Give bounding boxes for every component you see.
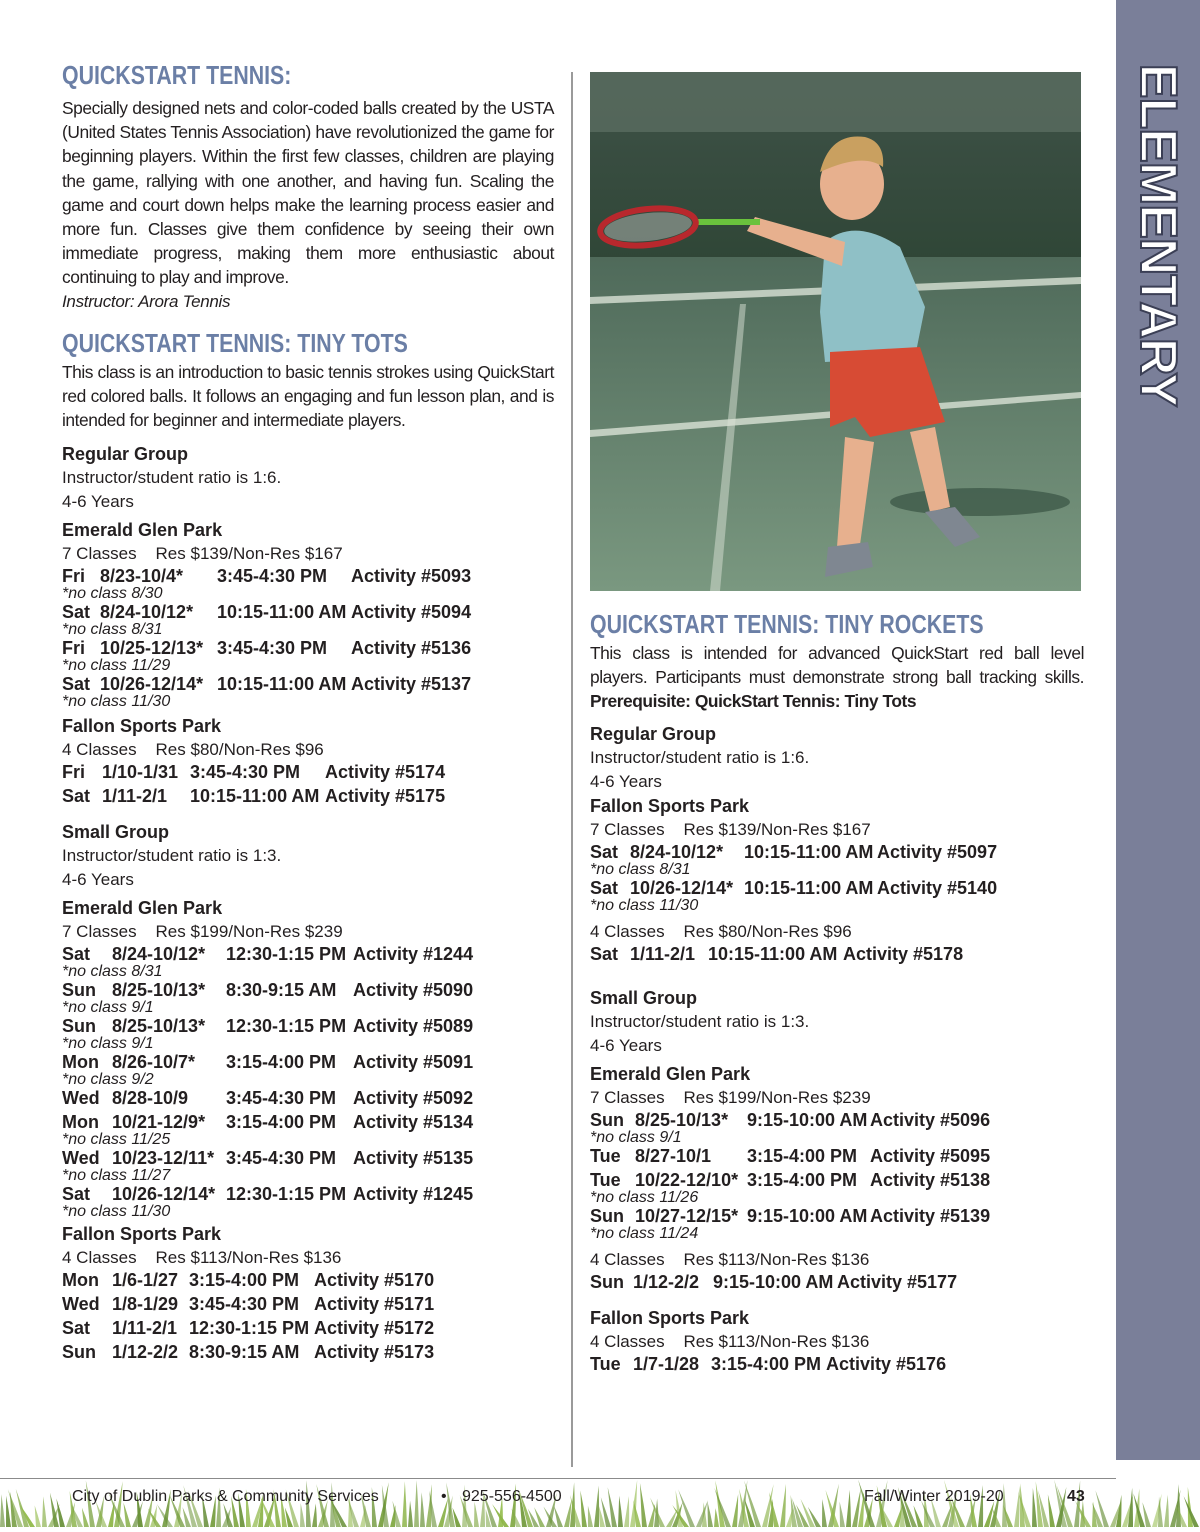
schedule-activity: Activity #5089 xyxy=(353,1016,474,1037)
schedule-time: 3:15-4:00 PM xyxy=(189,1270,300,1291)
schedule-row xyxy=(62,1148,554,1168)
group-heading-small: Small Group xyxy=(590,987,698,1008)
footer-bullet: • xyxy=(441,1488,447,1505)
schedule-time: 3:15-4:00 PM xyxy=(711,1353,822,1374)
fee-text: 4 Classes Res $113/Non-Res $136 xyxy=(590,1331,870,1351)
schedule-dates: 8/24-10/12* xyxy=(100,602,194,623)
schedule-note: *no class 11/30 xyxy=(590,896,699,914)
schedule-activity: Activity #5138 xyxy=(870,1169,991,1190)
schedule-note: *no class 11/26 xyxy=(590,1188,699,1206)
schedule-list xyxy=(62,944,554,1220)
park-name: Fallon Sports Park xyxy=(62,716,222,737)
schedule-list xyxy=(590,1272,1084,1296)
schedule-day: Fri xyxy=(62,762,86,783)
schedule-time: 3:15-4:00 PM xyxy=(747,1169,858,1190)
schedule-day: Wed xyxy=(62,1088,100,1109)
schedule-row xyxy=(62,1184,554,1204)
schedule-time: 3:15-4:00 PM xyxy=(226,1052,337,1073)
schedule-day: Sun xyxy=(62,1016,96,1037)
schedule-row xyxy=(590,842,1084,862)
schedule-dates: 1/11-2/1 xyxy=(630,943,696,964)
schedule-activity: Activity #5176 xyxy=(826,1353,947,1374)
schedule-row xyxy=(62,1016,554,1036)
schedule-dates: 1/6-1/27 xyxy=(112,1270,179,1291)
fee-text: 4 Classes Res $113/Non-Res $136 xyxy=(62,1248,342,1268)
schedule-dates: 8/23-10/4* xyxy=(100,566,184,587)
group-heading-regular: Regular Group xyxy=(62,444,189,465)
ratio-text: Instructor/student ratio is 1:6. xyxy=(62,468,282,488)
schedule-day: Sun xyxy=(62,1342,96,1363)
section-title-tiny-rockets: QUICKSTART TENNIS: TINY ROCKETS xyxy=(590,609,984,639)
schedule-day: Sat xyxy=(62,944,91,965)
schedule-time: 10:15-11:00 AM xyxy=(217,674,347,695)
schedule-row xyxy=(62,1270,554,1290)
schedule-activity: Activity #5171 xyxy=(314,1294,435,1315)
schedule-time: 3:45-4:30 PM xyxy=(189,1294,300,1315)
schedule-time: 3:15-4:00 PM xyxy=(747,1145,858,1166)
schedule-dates: 1/7-1/28 xyxy=(633,1353,700,1374)
schedule-activity: Activity #5134 xyxy=(353,1112,474,1133)
age-text: 4-6 Years xyxy=(590,1035,662,1055)
schedule-day: Sat xyxy=(62,786,91,807)
schedule-row xyxy=(62,1342,554,1362)
tennis-photo xyxy=(590,72,1081,591)
schedule-day: Sat xyxy=(590,841,619,862)
schedule-day: Sun xyxy=(62,980,96,1001)
prereq-value: QuickStart Tennis: Tiny Tots xyxy=(694,691,917,712)
schedule-note: *no class 11/30 xyxy=(62,1203,171,1221)
schedule-dates: 1/10-1/31 xyxy=(102,762,179,783)
schedule-dates: 10/22-12/10* xyxy=(635,1169,739,1190)
age-text: 4-6 Years xyxy=(62,492,134,512)
schedule-day: Sat xyxy=(62,674,91,695)
schedule-row xyxy=(62,1318,554,1338)
schedule-list xyxy=(62,1270,554,1366)
schedule-time: 10:15-11:00 AM xyxy=(217,602,347,623)
schedule-day: Sat xyxy=(590,877,619,898)
park-name: Fallon Sports Park xyxy=(590,795,750,816)
schedule-activity: Activity #5174 xyxy=(325,762,446,783)
schedule-activity: Activity #5135 xyxy=(353,1148,474,1169)
schedule-note: *no class 9/2 xyxy=(62,1071,154,1089)
schedule-row xyxy=(590,1354,1084,1374)
schedule-time: 12:30-1:15 PM xyxy=(226,944,347,965)
schedule-day: Mon xyxy=(62,1270,99,1291)
schedule-row xyxy=(62,786,554,806)
schedule-row xyxy=(590,1206,1084,1226)
ratio-text: Instructor/student ratio is 1:6. xyxy=(590,747,810,767)
park-name: Emerald Glen Park xyxy=(590,1063,751,1084)
park-name: Fallon Sports Park xyxy=(62,1224,222,1245)
park-name: Emerald Glen Park xyxy=(62,520,223,541)
schedule-note: *no class 11/27 xyxy=(62,1167,171,1185)
prereq-label: Prerequisite: xyxy=(590,691,691,712)
schedule-day: Wed xyxy=(62,1294,100,1315)
schedule-row xyxy=(590,878,1084,898)
schedule-day: Sat xyxy=(62,1184,91,1205)
schedule-dates: 8/24-10/12* xyxy=(630,841,724,862)
instructor-note: Instructor: Arora Tennis xyxy=(62,291,231,311)
schedule-note: *no class 8/31 xyxy=(590,860,691,878)
schedule-activity: Activity #5172 xyxy=(314,1318,435,1339)
schedule-dates: 10/23-12/11* xyxy=(112,1148,215,1169)
section-title-quickstart: QUICKSTART TENNIS: xyxy=(62,60,292,90)
schedule-time: 10:15-11:00 AM xyxy=(708,943,838,964)
schedule-activity: Activity #5096 xyxy=(870,1109,991,1130)
schedule-time: 3:45-4:30 PM xyxy=(190,762,301,783)
schedule-day: Fri xyxy=(62,566,86,587)
schedule-dates: 10/26-12/14* xyxy=(100,674,204,695)
schedule-activity: Activity #5097 xyxy=(877,841,998,862)
schedule-activity: Activity #5170 xyxy=(314,1270,435,1291)
schedule-time: 10:15-11:00 AM xyxy=(744,877,874,898)
schedule-day: Tue xyxy=(590,1169,621,1190)
right-column xyxy=(590,605,1084,1378)
schedule-dates: 1/11-2/1 xyxy=(112,1318,178,1339)
section-body-quickstart: Specially designed nets and color-coded balls created by the USTA (United States Tennis Association) have revolutionized the game for beginning players. Within the first few classes, children are playing the game, rallying with one another, and having fun. Scaling the game and court down helps make the learning process easier and more fun. Classes give them confidence by seeing their own immediate progress, making them more enthusiastic about continuing to play and improve. xyxy=(62,98,554,288)
schedule-dates: 8/28-10/9 xyxy=(112,1088,189,1109)
schedule-dates: 1/12-2/2 xyxy=(112,1342,179,1363)
section-body-tiny-rockets xyxy=(590,641,1084,714)
fee-text: 4 Classes Res $113/Non-Res $136 xyxy=(590,1249,870,1269)
schedule-time: 9:15-10:00 AM xyxy=(747,1109,868,1130)
schedule-dates: 1/11-2/1 xyxy=(102,786,168,807)
ratio-text: Instructor/student ratio is 1:3. xyxy=(590,1011,810,1031)
schedule-activity: Activity #5178 xyxy=(843,943,964,964)
schedule-day: Sat xyxy=(62,1318,91,1339)
schedule-row xyxy=(62,638,554,658)
sidebar-label: ELEMENTARY xyxy=(1129,63,1187,407)
schedule-list xyxy=(590,1110,1084,1242)
park-name: Emerald Glen Park xyxy=(62,898,223,919)
schedule-list xyxy=(590,944,1084,968)
schedule-dates: 10/25-12/13* xyxy=(100,638,204,659)
schedule-day: Mon xyxy=(62,1112,99,1133)
ratio-text: Instructor/student ratio is 1:3. xyxy=(62,846,282,866)
schedule-time: 3:45-4:30 PM xyxy=(226,1148,337,1169)
fee-text: 7 Classes Res $139/Non-Res $167 xyxy=(62,544,343,564)
schedule-dates: 8/24-10/12* xyxy=(112,944,206,965)
schedule-activity: Activity #5092 xyxy=(353,1088,474,1109)
schedule-row xyxy=(590,1272,1084,1292)
schedule-dates: 8/26-10/7* xyxy=(112,1052,196,1073)
schedule-activity: Activity #5175 xyxy=(325,786,446,807)
schedule-day: Sat xyxy=(590,943,619,964)
schedule-row xyxy=(62,762,554,782)
footer-season: Fall/Winter 2019-20 xyxy=(864,1488,1004,1505)
schedule-row xyxy=(62,1052,554,1072)
body-text: This class is intended for advanced QuickStart red ball level players. Participants must demonstrate strong ball tracking skills. xyxy=(590,643,1084,688)
age-text: 4-6 Years xyxy=(590,771,662,791)
left-column xyxy=(62,62,554,1366)
schedule-day: Tue xyxy=(590,1145,621,1166)
schedule-note: *no class 8/31 xyxy=(62,621,163,639)
schedule-time: 3:45-4:30 PM xyxy=(217,638,328,659)
schedule-activity: Activity #5094 xyxy=(351,602,472,623)
schedule-row xyxy=(62,566,554,586)
schedule-note: *no class 11/25 xyxy=(62,1131,171,1149)
schedule-dates: 10/27-12/15* xyxy=(635,1205,739,1226)
schedule-day: Fri xyxy=(62,638,86,659)
schedule-list xyxy=(590,842,1084,914)
schedule-note: *no class 8/31 xyxy=(62,963,163,981)
schedule-dates: 8/27-10/1 xyxy=(635,1145,712,1166)
park-name: Fallon Sports Park xyxy=(590,1307,750,1328)
schedule-time: 12:30-1:15 PM xyxy=(226,1184,347,1205)
fee-text: 4 Classes Res $80/Non-Res $96 xyxy=(62,740,324,760)
schedule-note: *no class 8/30 xyxy=(62,585,163,603)
fee-text: 7 Classes Res $199/Non-Res $239 xyxy=(590,1087,871,1107)
fee-text: 4 Classes Res $80/Non-Res $96 xyxy=(590,921,852,941)
schedule-activity: Activity #5095 xyxy=(870,1145,991,1166)
schedule-row xyxy=(62,1088,554,1108)
schedule-day: Tue xyxy=(590,1353,621,1374)
fee-text: 7 Classes Res $139/Non-Res $167 xyxy=(590,819,871,839)
section-body-tiny-tots: This class is an introduction to basic tennis strokes using QuickStart red colored balls. It follows an engaging and fun lesson plan, and is intended for beginner and intermediate players. xyxy=(62,361,554,431)
schedule-time: 3:45-4:30 PM xyxy=(226,1088,337,1109)
schedule-note: *no class 9/1 xyxy=(62,1035,154,1053)
schedule-activity: Activity #5093 xyxy=(351,566,472,587)
schedule-note: *no class 9/1 xyxy=(590,1128,682,1146)
schedule-row xyxy=(62,1112,554,1132)
fee-text: 7 Classes Res $199/Non-Res $239 xyxy=(62,922,343,942)
schedule-time: 3:15-4:00 PM xyxy=(226,1112,337,1133)
schedule-dates: 8/25-10/13* xyxy=(112,980,206,1001)
schedule-day: Sat xyxy=(62,602,91,623)
schedule-time: 3:45-4:30 PM xyxy=(217,566,328,587)
schedule-time: 8:30-9:15 AM xyxy=(189,1342,300,1363)
schedule-time: 8:30-9:15 AM xyxy=(226,980,337,1001)
schedule-time: 9:15-10:00 AM xyxy=(747,1205,868,1226)
schedule-row xyxy=(590,1146,1084,1166)
schedule-activity: Activity #5140 xyxy=(877,877,998,898)
schedule-note: *no class 11/24 xyxy=(590,1224,699,1242)
schedule-row xyxy=(590,1110,1084,1130)
schedule-list xyxy=(62,566,554,710)
schedule-activity: Activity #1245 xyxy=(353,1184,474,1205)
schedule-note: *no class 11/29 xyxy=(62,657,171,675)
group-heading-regular: Regular Group xyxy=(590,723,717,744)
schedule-time: 12:30-1:15 PM xyxy=(226,1016,347,1037)
column-divider xyxy=(571,72,573,1467)
schedule-dates: 1/12-2/2 xyxy=(633,1271,700,1292)
schedule-time: 12:30-1:15 PM xyxy=(189,1318,310,1339)
schedule-activity: Activity #5173 xyxy=(314,1342,435,1363)
schedule-list xyxy=(62,762,554,810)
schedule-activity: Activity #5177 xyxy=(837,1271,958,1292)
schedule-row xyxy=(62,980,554,1000)
age-text: 4-6 Years xyxy=(62,870,134,890)
schedule-day: Sun xyxy=(590,1271,624,1292)
schedule-activity: Activity #5091 xyxy=(353,1052,474,1073)
schedule-day: Sun xyxy=(590,1109,624,1130)
schedule-dates: 10/21-12/9* xyxy=(112,1112,206,1133)
schedule-dates: 8/25-10/13* xyxy=(635,1109,729,1130)
schedule-list xyxy=(590,1354,1084,1378)
schedule-activity: Activity #1244 xyxy=(353,944,474,965)
schedule-day: Sun xyxy=(590,1205,624,1226)
schedule-activity: Activity #5090 xyxy=(353,980,474,1001)
schedule-note: *no class 9/1 xyxy=(62,999,154,1017)
schedule-row xyxy=(62,602,554,622)
schedule-row xyxy=(590,1170,1084,1190)
section-title-tiny-tots: QUICKSTART TENNIS: TINY TOTS xyxy=(62,327,408,358)
schedule-dates: 10/26-12/14* xyxy=(630,877,734,898)
schedule-row xyxy=(62,674,554,694)
schedule-dates: 10/26-12/14* xyxy=(112,1184,216,1205)
schedule-activity: Activity #5139 xyxy=(870,1205,991,1226)
schedule-row xyxy=(590,944,1084,964)
schedule-row xyxy=(62,944,554,964)
page-number: 43 xyxy=(1067,1488,1085,1505)
schedule-time: 10:15-11:00 AM xyxy=(190,786,320,807)
schedule-time: 10:15-11:00 AM xyxy=(744,841,874,862)
schedule-day: Mon xyxy=(62,1052,99,1073)
schedule-row xyxy=(62,1294,554,1314)
group-heading-small: Small Group xyxy=(62,822,170,843)
footer-org: City of Dublin Parks & Community Services xyxy=(72,1488,379,1505)
schedule-activity: Activity #5137 xyxy=(351,674,472,695)
footer-phone: 925-556-4500 xyxy=(462,1488,562,1505)
schedule-dates: 1/8-1/29 xyxy=(112,1294,179,1315)
schedule-day: Wed xyxy=(62,1148,100,1169)
schedule-note: *no class 11/30 xyxy=(62,693,171,711)
schedule-activity: Activity #5136 xyxy=(351,638,472,659)
schedule-time: 9:15-10:00 AM xyxy=(713,1271,834,1292)
schedule-dates: 8/25-10/13* xyxy=(112,1016,206,1037)
